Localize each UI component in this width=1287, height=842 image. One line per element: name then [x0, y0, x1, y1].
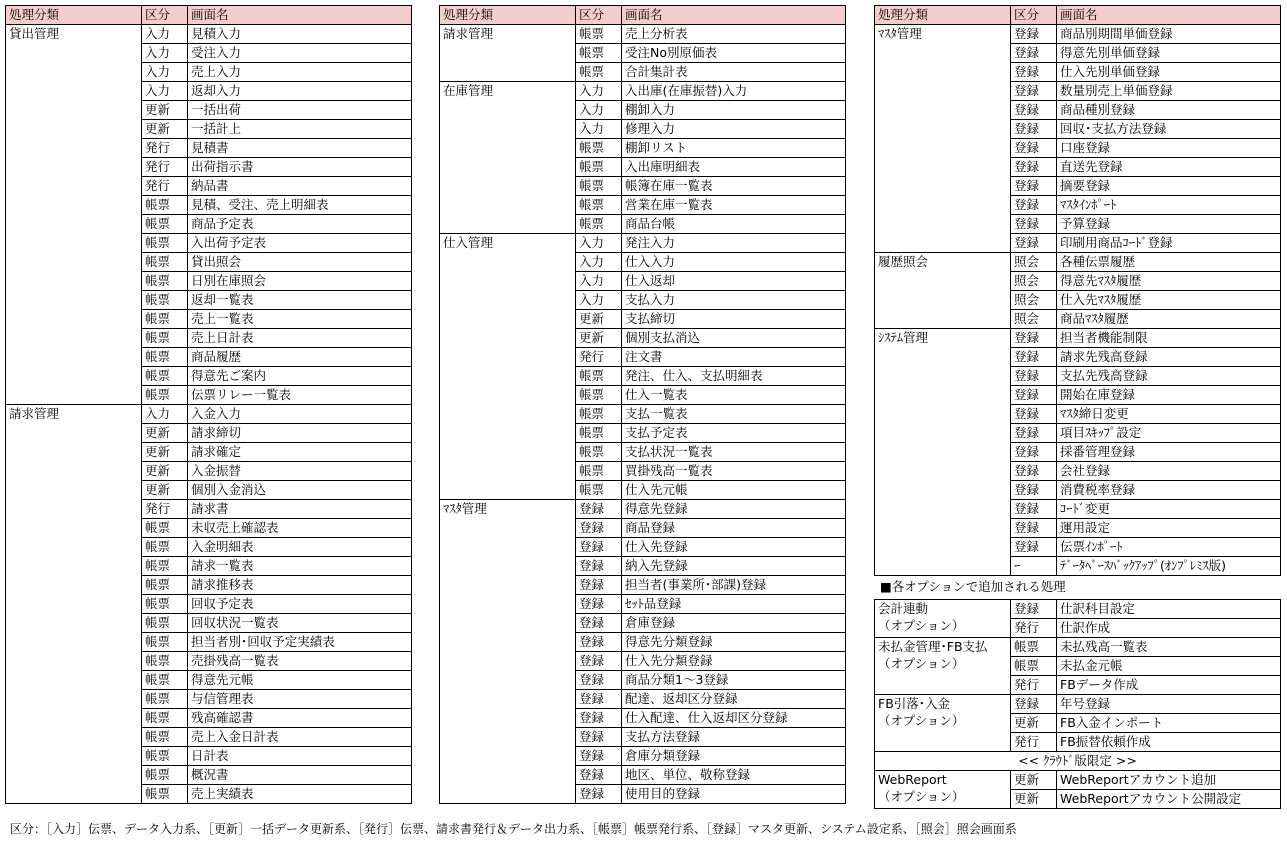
kubun-cell: 帳票 — [576, 158, 622, 177]
kubun-cell: 帳票 — [142, 234, 188, 253]
screen-name-cell: 伝票ｲﾝﾎﾟｰﾄ — [1057, 538, 1281, 557]
screen-name-cell: 日計表 — [188, 747, 412, 766]
screen-name-cell: 開始在庫登録 — [1057, 386, 1281, 405]
kubun-cell: 帳票 — [1011, 657, 1057, 676]
kubun-cell: 帳票 — [576, 215, 622, 234]
kubun-cell: 帳票 — [576, 177, 622, 196]
kubun-cell: 登録 — [576, 652, 622, 671]
kubun-cell: 登録 — [1011, 600, 1057, 619]
kubun-cell: 登録 — [1011, 519, 1057, 538]
kubun-cell: 発行 — [1011, 733, 1057, 752]
cloud-only-label: << ｸﾗｳﾄﾞ版限定 >> — [875, 752, 1281, 771]
screen-name-cell: 未払金元帳 — [1057, 657, 1281, 676]
kubun-cell: 登録 — [576, 785, 622, 804]
screen-name-cell: 倉庫分類登録 — [622, 747, 846, 766]
kubun-cell: 更新 — [142, 481, 188, 500]
kubun-cell: 入力 — [576, 82, 622, 101]
kubun-cell: 帳票 — [142, 652, 188, 671]
table-row — [875, 253, 1281, 272]
kubun-cell: 入力 — [142, 25, 188, 44]
screen-name-cell: 一括出荷 — [188, 101, 412, 120]
kubun-cell: 帳票 — [1011, 638, 1057, 657]
kubun-cell: 入力 — [142, 44, 188, 63]
kubun-cell: 帳票 — [142, 557, 188, 576]
screen-name-cell: 売上実績表 — [188, 785, 412, 804]
kubun-cell: 帳票 — [576, 462, 622, 481]
screen-name-cell: 商品予定表 — [188, 215, 412, 234]
screen-name-cell: 仕入先別単価登録 — [1057, 63, 1281, 82]
table-row — [875, 771, 1281, 790]
screen-name-cell: 採番管理登録 — [1057, 443, 1281, 462]
category-cell: 請求管理 — [440, 25, 576, 82]
kubun-cell: 登録 — [576, 576, 622, 595]
kubun-cell: 帳票 — [576, 424, 622, 443]
screen-name-cell: 得意先元帳 — [188, 671, 412, 690]
options-title: ■各オプションで追加される処理 — [880, 579, 1066, 594]
category-cell: 貸出管理 — [6, 25, 142, 405]
kubun-cell: 登録 — [576, 766, 622, 785]
screen-name-cell: 売上一覧表 — [188, 310, 412, 329]
screen-name-cell: 受注No別原価表 — [622, 44, 846, 63]
kubun-cell: 登録 — [1011, 348, 1057, 367]
kubun-cell: 入力 — [576, 272, 622, 291]
kubun-cell: 登録 — [1011, 500, 1057, 519]
kubun-cell: 更新 — [576, 329, 622, 348]
kubun-cell: ｰ — [1011, 557, 1057, 576]
header-kubun: 区分 — [1011, 6, 1057, 25]
kubun-cell: 帳票 — [142, 709, 188, 728]
kubun-cell: 帳票 — [142, 576, 188, 595]
screen-name-cell: 数量別売上単価登録 — [1057, 82, 1281, 101]
header-screen: 画面名 — [1057, 6, 1281, 25]
screen-name-cell: 担当者(事業所･部課)登録 — [622, 576, 846, 595]
kubun-cell: 発行 — [1011, 676, 1057, 695]
screen-name-cell: 営業在庫一覧表 — [622, 196, 846, 215]
table-row — [875, 329, 1281, 348]
screen-name-cell: 仕入先ﾏｽﾀ履歴 — [1057, 291, 1281, 310]
kubun-cell: 更新 — [142, 462, 188, 481]
kubun-cell: 登録 — [1011, 386, 1057, 405]
kubun-cell: 登録 — [1011, 367, 1057, 386]
table-row — [440, 500, 846, 519]
screen-name-cell: 買掛残高一覧表 — [622, 462, 846, 481]
kubun-cell: 登録 — [1011, 329, 1057, 348]
screen-name-cell: 回収･支払方法登録 — [1057, 120, 1281, 139]
screen-name-cell: ﾏｽﾀ締日変更 — [1057, 405, 1281, 424]
kubun-cell: 帳票 — [576, 367, 622, 386]
screen-name-cell: 棚卸入力 — [622, 101, 846, 120]
table-left — [5, 5, 412, 804]
screen-name-cell: 受注入力 — [188, 44, 412, 63]
screen-name-cell: FBデータ作成 — [1057, 676, 1281, 695]
screen-name-cell: 帳簿在庫一覧表 — [622, 177, 846, 196]
screen-name-cell: 売上入力 — [188, 63, 412, 82]
kubun-cell: 登録 — [1011, 695, 1057, 714]
screen-name-cell: 見積、受注、売上明細表 — [188, 196, 412, 215]
kubun-cell: 発行 — [142, 177, 188, 196]
kubun-cell: 入力 — [576, 291, 622, 310]
kubun-cell: 帳票 — [142, 671, 188, 690]
kubun-cell: 登録 — [1011, 443, 1057, 462]
screen-name-cell: 合計集計表 — [622, 63, 846, 82]
kubun-cell: 登録 — [576, 557, 622, 576]
category-cell: 未払金管理･FB支払 （オプション） — [875, 638, 1011, 695]
screen-name-cell: 仕入一覧表 — [622, 386, 846, 405]
kubun-cell: 登録 — [1011, 424, 1057, 443]
screen-name-cell: 得意先別単価登録 — [1057, 44, 1281, 63]
kubun-cell: 入力 — [576, 101, 622, 120]
table-row — [875, 600, 1281, 619]
screen-name-cell: 得意先分類登録 — [622, 633, 846, 652]
screen-name-cell: 仕訳作成 — [1057, 619, 1281, 638]
screen-name-cell: 請求書 — [188, 500, 412, 519]
kubun-cell: 登録 — [576, 595, 622, 614]
kubun-cell: 照会 — [1011, 291, 1057, 310]
screen-name-cell: 支払状況一覧表 — [622, 443, 846, 462]
legend-footer: 区分：［入力］伝票、データ入力系、［更新］一括データ更新系、［発行］伝票、請求書発行＆データ出力系、［帳票］帳票発行系、［登録］マスタ更新、システム設定系、［照会］照会画面系 — [10, 822, 1017, 836]
screen-name-cell: 入出荷予定表 — [188, 234, 412, 253]
screen-name-cell: 消費税率登録 — [1057, 481, 1281, 500]
screen-name-cell: 倉庫登録 — [622, 614, 846, 633]
screen-name-cell: 商品履歴 — [188, 348, 412, 367]
screen-name-cell: 商品登録 — [622, 519, 846, 538]
kubun-cell: 帳票 — [576, 63, 622, 82]
screen-name-cell: 予算登録 — [1057, 215, 1281, 234]
screen-name-cell: 得意先登録 — [622, 500, 846, 519]
kubun-cell: 登録 — [1011, 405, 1057, 424]
screen-name-cell: 出荷指示書 — [188, 158, 412, 177]
category-cell: ｼｽﾃﾑ管理 — [875, 329, 1011, 576]
screen-name-cell: 修理入力 — [622, 120, 846, 139]
table-row — [6, 25, 412, 44]
kubun-cell: 登録 — [1011, 120, 1057, 139]
kubun-cell: 登録 — [1011, 215, 1057, 234]
kubun-cell: 発行 — [576, 348, 622, 367]
kubun-cell: 帳票 — [142, 538, 188, 557]
kubun-cell: 帳票 — [576, 443, 622, 462]
kubun-cell: 更新 — [142, 101, 188, 120]
kubun-cell: 更新 — [1011, 790, 1057, 809]
kubun-cell: 登録 — [1011, 234, 1057, 253]
kubun-cell: 照会 — [1011, 310, 1057, 329]
kubun-cell: 帳票 — [142, 595, 188, 614]
table-middle — [439, 5, 846, 804]
screen-name-cell: 仕入入力 — [622, 253, 846, 272]
kubun-cell: 帳票 — [142, 519, 188, 538]
table-row — [875, 25, 1281, 44]
header-category: 処理分類 — [6, 6, 142, 25]
screen-name-cell: 売掛残高一覧表 — [188, 652, 412, 671]
kubun-cell: 帳票 — [142, 348, 188, 367]
screen-name-cell: 回収予定表 — [188, 595, 412, 614]
kubun-cell: 登録 — [1011, 63, 1057, 82]
screen-name-cell: 地区、単位、敬称登録 — [622, 766, 846, 785]
kubun-cell: 入力 — [142, 82, 188, 101]
kubun-cell: 入力 — [142, 405, 188, 424]
category-cell: FB引落･入金 （オプション） — [875, 695, 1011, 752]
kubun-cell: 登録 — [576, 614, 622, 633]
screen-name-cell: 入金振替 — [188, 462, 412, 481]
kubun-cell: 更新 — [576, 310, 622, 329]
screen-name-cell: 与信管理表 — [188, 690, 412, 709]
screen-name-cell: 返却入力 — [188, 82, 412, 101]
kubun-cell: 登録 — [1011, 158, 1057, 177]
kubun-cell: 帳票 — [142, 728, 188, 747]
kubun-cell: 帳票 — [142, 747, 188, 766]
screen-name-cell: 支払予定表 — [622, 424, 846, 443]
screen-name-cell: 仕入先元帳 — [622, 481, 846, 500]
kubun-cell: 登録 — [1011, 196, 1057, 215]
kubun-cell: 帳票 — [576, 405, 622, 424]
kubun-cell: 登録 — [576, 671, 622, 690]
kubun-cell: 帳票 — [142, 614, 188, 633]
kubun-cell: 登録 — [576, 538, 622, 557]
screen-name-cell: 概況書 — [188, 766, 412, 785]
kubun-cell: 帳票 — [142, 253, 188, 272]
table-row — [6, 405, 412, 424]
screen-name-cell: 項目ｽｷｯﾌﾟ設定 — [1057, 424, 1281, 443]
kubun-cell: 更新 — [1011, 714, 1057, 733]
kubun-cell: 登録 — [1011, 538, 1057, 557]
kubun-cell: 帳票 — [142, 291, 188, 310]
kubun-cell: 入力 — [576, 253, 622, 272]
screen-name-cell: ﾃﾞｰﾀﾍﾞｰｽﾊﾞｯｸｱｯﾌﾟ(ｵﾝﾌﾟﾚﾐｽ版) — [1057, 557, 1281, 576]
kubun-cell: 帳票 — [142, 329, 188, 348]
cloud-row — [875, 752, 1281, 771]
kubun-cell: 登録 — [576, 519, 622, 538]
screen-name-cell: 担当者機能制限 — [1057, 329, 1281, 348]
kubun-cell: 発行 — [142, 139, 188, 158]
screen-name-cell: 請求推移表 — [188, 576, 412, 595]
screen-name-cell: 納品書 — [188, 177, 412, 196]
kubun-cell: 更新 — [142, 120, 188, 139]
kubun-cell: 帳票 — [142, 272, 188, 291]
screen-name-cell: FB振替依頼作成 — [1057, 733, 1281, 752]
screen-name-cell: 各種伝票履歴 — [1057, 253, 1281, 272]
screen-name-cell: 仕入先登録 — [622, 538, 846, 557]
screen-name-cell: 売上入金日計表 — [188, 728, 412, 747]
kubun-cell: 発行 — [142, 500, 188, 519]
table-row — [440, 234, 846, 253]
screen-name-cell: 返却一覧表 — [188, 291, 412, 310]
screen-name-cell: 仕入配達、仕入返却区分登録 — [622, 709, 846, 728]
screen-name-cell: 売上分析表 — [622, 25, 846, 44]
category-cell: 仕入管理 — [440, 234, 576, 500]
header-category: 処理分類 — [875, 6, 1011, 25]
category-cell: ﾏｽﾀ管理 — [440, 500, 576, 804]
kubun-cell: 帳票 — [142, 386, 188, 405]
screen-name-cell: 支払方法登録 — [622, 728, 846, 747]
screen-name-cell: 印刷用商品ｺｰﾄﾞ登録 — [1057, 234, 1281, 253]
kubun-cell: 帳票 — [576, 139, 622, 158]
kubun-cell: 登録 — [576, 747, 622, 766]
kubun-cell: 帳票 — [576, 25, 622, 44]
category-cell: 在庫管理 — [440, 82, 576, 234]
screen-name-cell: ｾｯﾄ品登録 — [622, 595, 846, 614]
kubun-cell: 登録 — [1011, 44, 1057, 63]
category-cell: 履歴照会 — [875, 253, 1011, 329]
kubun-cell: 入力 — [576, 234, 622, 253]
header-kubun: 区分 — [576, 6, 622, 25]
kubun-cell: 入力 — [576, 120, 622, 139]
kubun-cell: 帳票 — [576, 481, 622, 500]
screen-name-cell: 請求先残高登録 — [1057, 348, 1281, 367]
header-row — [6, 6, 412, 25]
screen-name-cell: 得意先ご案内 — [188, 367, 412, 386]
screen-name-cell: 入出庫明細表 — [622, 158, 846, 177]
screen-name-cell: 伝票リレー一覧表 — [188, 386, 412, 405]
screen-name-cell: 入金明細表 — [188, 538, 412, 557]
kubun-cell: 登録 — [1011, 82, 1057, 101]
kubun-cell: 更新 — [1011, 771, 1057, 790]
kubun-cell: 登録 — [1011, 462, 1057, 481]
screen-name-cell: ｺｰﾄﾞ変更 — [1057, 500, 1281, 519]
kubun-cell: 帳票 — [142, 367, 188, 386]
screen-name-cell: WebReportアカウント公開設定 — [1057, 790, 1281, 809]
kubun-cell: 発行 — [1011, 619, 1057, 638]
screen-name-cell: 未払残高一覧表 — [1057, 638, 1281, 657]
screen-name-cell: 納入先登録 — [622, 557, 846, 576]
header-category: 処理分類 — [440, 6, 576, 25]
header-row — [875, 6, 1281, 25]
kubun-cell: 帳票 — [576, 386, 622, 405]
screen-name-cell: 請求締切 — [188, 424, 412, 443]
kubun-cell: 入力 — [142, 63, 188, 82]
screen-name-cell: 一括計上 — [188, 120, 412, 139]
screen-name-cell: 残高確認書 — [188, 709, 412, 728]
header-row — [440, 6, 846, 25]
screen-name-cell: 年号登録 — [1057, 695, 1281, 714]
screen-name-cell: 商品台帳 — [622, 215, 846, 234]
kubun-cell: 登録 — [576, 500, 622, 519]
screen-name-cell: 請求確定 — [188, 443, 412, 462]
kubun-cell: 登録 — [1011, 101, 1057, 120]
screen-name-cell: 支払締切 — [622, 310, 846, 329]
screen-name-cell: 使用目的登録 — [622, 785, 846, 804]
screen-name-cell: 摘要登録 — [1057, 177, 1281, 196]
screen-name-cell: 口座登録 — [1057, 139, 1281, 158]
kubun-cell: 帳票 — [142, 690, 188, 709]
screen-name-cell: 担当者別･回収予定実績表 — [188, 633, 412, 652]
screen-name-cell: 入金入力 — [188, 405, 412, 424]
kubun-cell: 登録 — [1011, 139, 1057, 158]
kubun-cell: 登録 — [576, 633, 622, 652]
screen-name-cell: 見積書 — [188, 139, 412, 158]
screen-name-cell: 運用設定 — [1057, 519, 1281, 538]
header-screen: 画面名 — [188, 6, 412, 25]
kubun-cell: 登録 — [1011, 481, 1057, 500]
screen-name-cell: 支払一覧表 — [622, 405, 846, 424]
screen-name-cell: 商品分類1～3登録 — [622, 671, 846, 690]
kubun-cell: 照会 — [1011, 253, 1057, 272]
screen-name-cell: 配達、返却区分登録 — [622, 690, 846, 709]
screen-name-cell: 得意先ﾏｽﾀ履歴 — [1057, 272, 1281, 291]
screen-name-cell: 仕入返却 — [622, 272, 846, 291]
kubun-cell: 帳票 — [142, 785, 188, 804]
kubun-cell: 帳票 — [576, 196, 622, 215]
header-screen: 画面名 — [622, 6, 846, 25]
kubun-cell: 帳票 — [142, 633, 188, 652]
kubun-cell: 登録 — [1011, 177, 1057, 196]
screen-name-cell: 入出庫(在庫振替)入力 — [622, 82, 846, 101]
screen-name-cell: 会社登録 — [1057, 462, 1281, 481]
category-cell: WebReport （オプション） — [875, 771, 1011, 809]
category-cell: 会計連動 （オプション） — [875, 600, 1011, 638]
screen-name-cell: 請求一覧表 — [188, 557, 412, 576]
screen-name-cell: 注文書 — [622, 348, 846, 367]
kubun-cell: 登録 — [576, 709, 622, 728]
screen-name-cell: 見積入力 — [188, 25, 412, 44]
screen-name-cell: 回収状況一覧表 — [188, 614, 412, 633]
screen-name-cell: 個別支払消込 — [622, 329, 846, 348]
table-options — [874, 599, 1281, 809]
kubun-cell: 帳票 — [142, 766, 188, 785]
screen-name-cell: 仕訳科目設定 — [1057, 600, 1281, 619]
kubun-cell: 登録 — [576, 728, 622, 747]
kubun-cell: 更新 — [142, 424, 188, 443]
table-row — [875, 638, 1281, 657]
kubun-cell: 帳票 — [142, 215, 188, 234]
screen-name-cell: 発注、仕入、支払明細表 — [622, 367, 846, 386]
screen-name-cell: 売上日計表 — [188, 329, 412, 348]
table-row — [440, 82, 846, 101]
kubun-cell: 帳票 — [576, 44, 622, 63]
screen-name-cell: 支払先残高登録 — [1057, 367, 1281, 386]
kubun-cell: 帳票 — [142, 310, 188, 329]
category-cell: ﾏｽﾀ管理 — [875, 25, 1011, 253]
screen-name-cell: 発注入力 — [622, 234, 846, 253]
screen-name-cell: 商品種別登録 — [1057, 101, 1281, 120]
screen-name-cell: 商品ﾏｽﾀ履歴 — [1057, 310, 1281, 329]
kubun-cell: 発行 — [142, 158, 188, 177]
screen-name-cell: 個別入金消込 — [188, 481, 412, 500]
screen-name-cell: 商品別期間単価登録 — [1057, 25, 1281, 44]
screen-name-cell: 仕入先分類登録 — [622, 652, 846, 671]
kubun-cell: 帳票 — [142, 196, 188, 215]
screen-name-cell: 直送先登録 — [1057, 158, 1281, 177]
screen-name-cell: FB入金インポート — [1057, 714, 1281, 733]
screen-name-cell: 支払入力 — [622, 291, 846, 310]
kubun-cell: 照会 — [1011, 272, 1057, 291]
table-row — [440, 25, 846, 44]
screen-name-cell: 貸出照会 — [188, 253, 412, 272]
header-kubun: 区分 — [142, 6, 188, 25]
screen-name-cell: 未収売上確認表 — [188, 519, 412, 538]
kubun-cell: 登録 — [576, 690, 622, 709]
screen-name-cell: 日別在庫照会 — [188, 272, 412, 291]
table-right — [874, 5, 1281, 576]
table-row — [875, 695, 1281, 714]
screen-name-cell: WebReportアカウント追加 — [1057, 771, 1281, 790]
screen-name-cell: 棚卸リスト — [622, 139, 846, 158]
kubun-cell: 登録 — [1011, 25, 1057, 44]
category-cell: 請求管理 — [6, 405, 142, 804]
screen-name-cell: ﾏｽﾀｲﾝﾎﾟｰﾄ — [1057, 196, 1281, 215]
kubun-cell: 更新 — [142, 443, 188, 462]
